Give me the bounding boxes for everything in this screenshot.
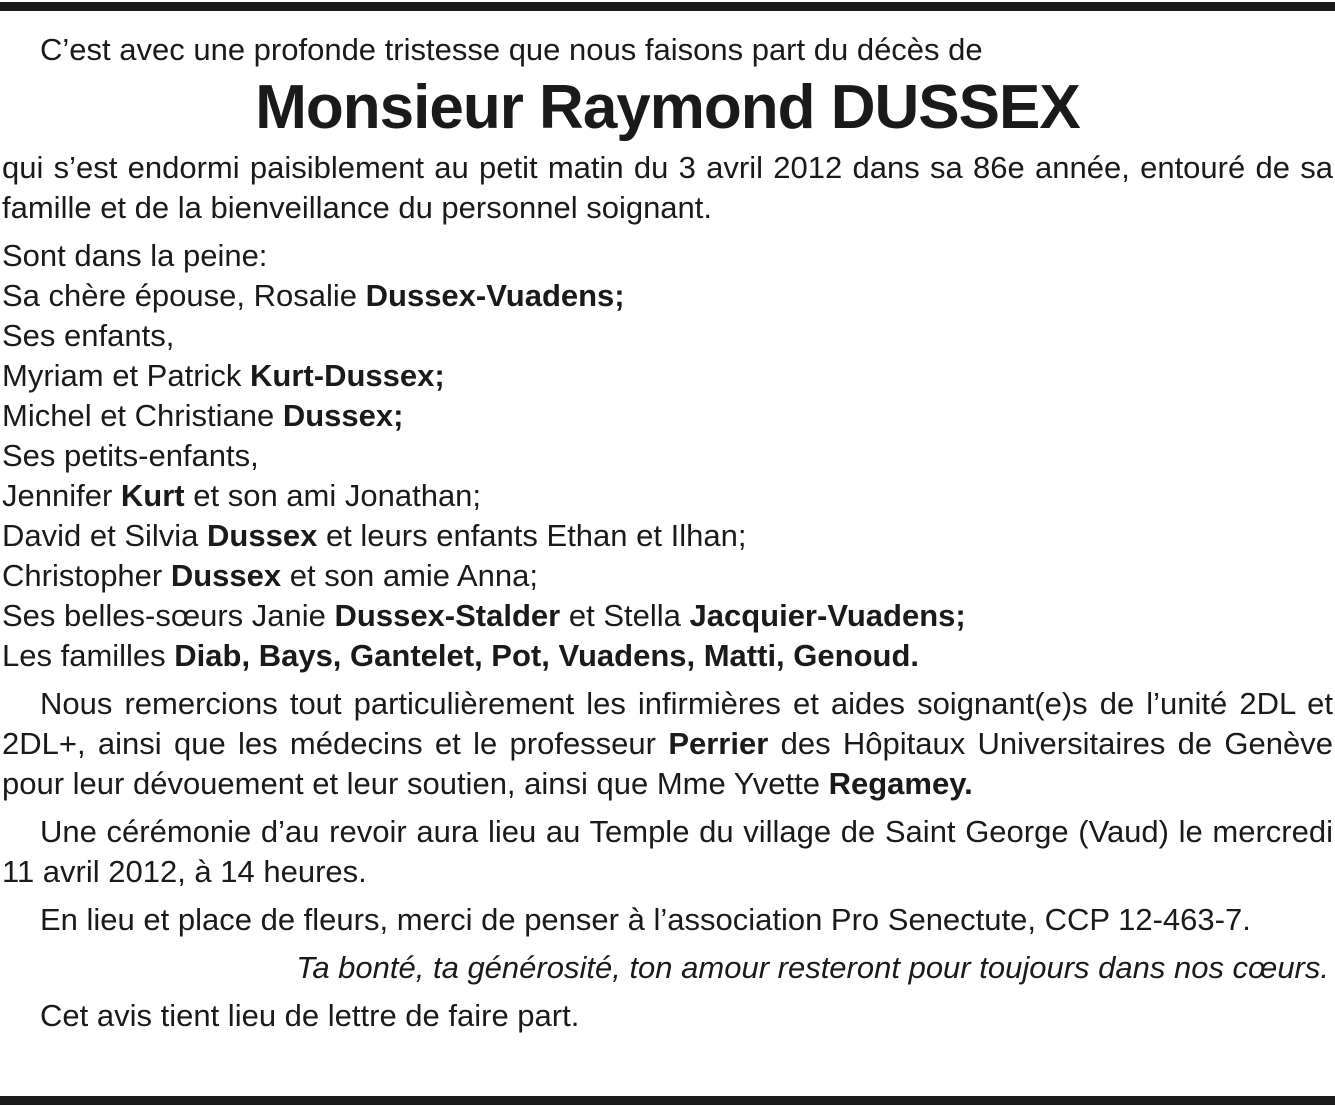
deceased-name: Monsieur Raymond DUSSEX (255, 73, 1080, 142)
mourner-child (2, 356, 1333, 396)
mourner-text: Ses belles-sœurs Janie (2, 598, 335, 633)
children-heading: Ses enfants, (2, 318, 175, 353)
mourner-text: Christopher (2, 558, 171, 593)
intro-text: C’est avec une profonde tristesse que nous faisons part du décès de (40, 32, 983, 67)
announcement-text: qui s’est endormi paisiblement au petit matin du 3 avril 2012 dans sa 86e année, entouré de sa famille et de la bienveillance du personnel soignant. (2, 150, 1333, 225)
mourner-surname: Jacquier-Vuadens; (689, 598, 966, 633)
mourner-text: et Stella (560, 598, 690, 633)
mourner-child (2, 396, 1333, 436)
mourner-surname: Diab, Bays, Gantelet, Pot, Vuadens, Matti, Genoud. (174, 638, 919, 673)
obituary-notice (0, 30, 1335, 1036)
mourner-text: et leurs enfants Ethan et Ilhan; (317, 518, 747, 553)
mourner-surname: Kurt (120, 478, 185, 513)
mourner-grandchild (2, 556, 1333, 596)
flowers-paragraph: En lieu et place de fleurs, merci de penser à l’association Pro Senectute, CCP 12-463-7. (40, 902, 1251, 937)
thanks-name: Regamey. (828, 766, 973, 801)
thanks-text: Nous remercions tout particulièrement les infirmières et aides soignant(e)s de l’unité 2DL et 2DL+, ainsi que les médecins et le professeur (2, 686, 1333, 761)
mourners-heading: Sont dans la peine: (2, 238, 268, 273)
mourner-surname: Kurt-Dussex; (250, 358, 445, 393)
mourner-surname: Dussex-Vuadens; (365, 278, 625, 313)
ceremony-paragraph: Une cérémonie d’au revoir aura lieu au Temple du village de Saint George (Vaud) le mercredi 11 avril 2012, à 14 heures. (2, 814, 1333, 889)
mourner-text: Jennifer (2, 478, 121, 513)
mourner-families (2, 636, 1333, 676)
mourner-text: et son ami Jonathan; (184, 478, 482, 513)
bottom-rule (0, 1096, 1335, 1105)
mourner-text: Michel et Christiane (2, 398, 283, 433)
mourners-list (2, 236, 1333, 676)
closing-text: Cet avis tient lieu de lettre de faire part. (40, 998, 580, 1033)
mourner-surname: Dussex (207, 518, 318, 553)
mourner-sisters-in-law (2, 596, 1333, 636)
mourner-text: David et Silvia (2, 518, 208, 553)
thanks-paragraph (2, 684, 1333, 804)
mourner-surname: Dussex; (282, 398, 404, 433)
mourner-surname: Dussex-Stalder (334, 598, 561, 633)
mourner-grandchild (2, 476, 1333, 516)
grandchildren-heading: Ses petits-enfants, (2, 438, 259, 473)
mourner-text: Sa chère épouse, Rosalie (2, 278, 366, 313)
mourner-grandchild (2, 516, 1333, 556)
mourner-text: et son amie Anna; (281, 558, 538, 593)
quote-text: Ta bonté, ta générosité, ton amour resteront pour toujours dans nos cœurs. (296, 950, 1329, 985)
thanks-name: Perrier (668, 726, 769, 761)
top-rule (0, 2, 1335, 11)
mourner-wife (2, 276, 1333, 316)
mourner-text: Les familles (2, 638, 175, 673)
thanks-text: des Hôpitaux Universitaires de Genève pour leur dévouement et leur soutien, ainsi que Mme Yvette (2, 726, 1333, 801)
mourner-text: Myriam et Patrick (2, 358, 251, 393)
mourner-surname: Dussex (170, 558, 282, 593)
